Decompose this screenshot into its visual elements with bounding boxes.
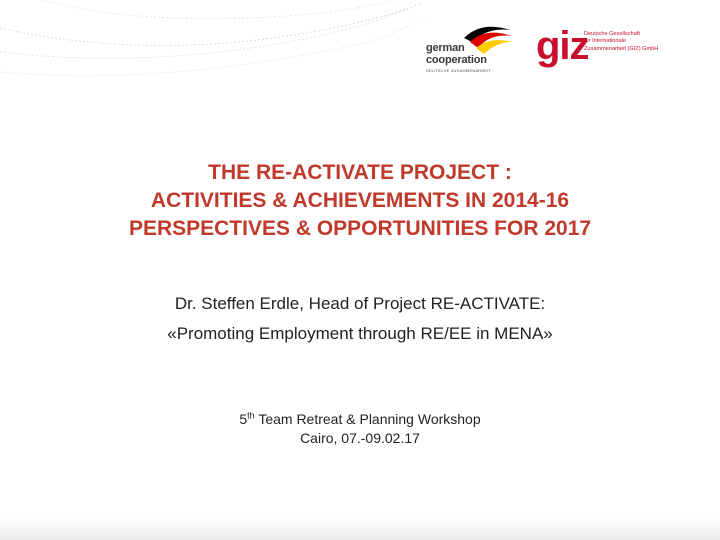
presenter-line: Dr. Steffen Erdle, Head of Project RE-ACTIVATE:: [174, 294, 546, 313]
giz-name-line: Deutsche Gesellschaft: [584, 31, 640, 37]
giz-name-line: Zusammenarbeit (GIZ) GmbH: [584, 45, 659, 52]
title-line: THE RE-ACTIVATE PROJECT :: [208, 161, 512, 184]
slide-title: [60, 159, 660, 243]
footer-gradient-bar: [0, 518, 720, 540]
giz-full-name: [584, 31, 658, 53]
event-location-date: Cairo, 07.-09.02.17: [300, 430, 420, 446]
german-cooperation-logo: [426, 24, 514, 78]
german-cooperation-line3: DEUTSCHE ZUSAMMENARBEIT: [426, 68, 492, 73]
giz-logo: [536, 24, 676, 74]
german-cooperation-line1: german: [426, 42, 465, 54]
slide-subtitle: [60, 289, 660, 349]
event-title: Team Retreat & Planning Workshop: [254, 411, 481, 427]
german-cooperation-line2: cooperation: [426, 54, 487, 66]
event-name: [60, 410, 660, 429]
event-ordinal-number: 5: [239, 411, 248, 427]
project-tagline: «Promoting Employment through RE/EE in MENA»: [167, 324, 553, 343]
title-line: PERSPECTIVES & OPPORTUNITIES FOR 2017: [128, 217, 592, 240]
event-ordinal-suffix: th: [247, 410, 255, 421]
giz-wordmark: giz: [536, 24, 589, 68]
event-info: [60, 410, 660, 448]
giz-name-line: für Internationale: [584, 38, 626, 45]
title-line: ACTIVITIES & ACHIEVEMENTS IN 2014-16: [150, 189, 570, 212]
